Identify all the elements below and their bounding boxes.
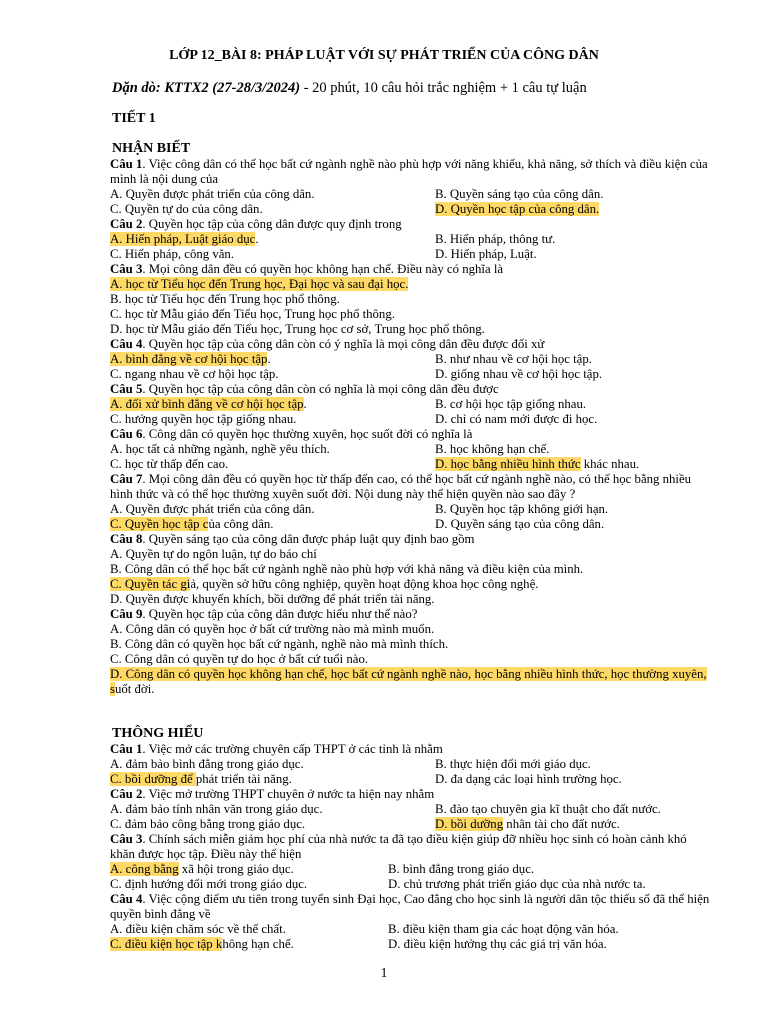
question-stem <box>110 262 710 277</box>
question-text: . Quyền học tập của công dân được hiểu như thế nào? <box>142 607 418 621</box>
option-text: A. Quyền tự do ngôn luận, tự do báo chí <box>110 547 317 561</box>
question-text: . Việc mở trường THPT chuyên ở nước ta hiện nay nhằm <box>142 787 435 801</box>
highlighted-answer: D. Quyền học tập của công dân. <box>435 202 600 216</box>
answer-option <box>435 397 586 412</box>
answer-option <box>435 457 639 472</box>
question-list <box>110 742 710 952</box>
answer-option <box>435 247 537 262</box>
assignment-detail: - 20 phút, 10 câu hỏi trắc nghiệm + 1 câu tự luận <box>300 80 587 96</box>
option-row <box>110 412 710 427</box>
option-text: B. Quyền học tập không giới hạn. <box>435 502 609 516</box>
question-text: . Quyền sáng tạo của công dân được pháp luật quy định bao gồm <box>142 532 475 546</box>
question-text: . Mọi công dân đều có quyền học từ thấp đến cao, có thể học bất cứ ngành nghề nào, có thể học bằng nhiều hình thức và có thể học thường xuyên suốt đời. Nội dung này thể hiện quyền nào sao đây ? <box>110 472 692 501</box>
option-text: D. Quyền được khuyến khích, bồi dưỡng để phát triển tài năng. <box>110 592 435 606</box>
answer-option <box>110 637 710 652</box>
highlighted-answer: C. điều kiện học tập k <box>110 937 223 951</box>
question-stem <box>110 832 710 862</box>
option-text: . <box>255 232 259 246</box>
answer-option <box>110 757 304 772</box>
option-text: D. đa dạng các loại hình trường học. <box>435 772 622 786</box>
question-number: Câu 3 <box>110 262 143 276</box>
answer-option <box>435 517 604 532</box>
highlighted-answer: A. học từ Tiểu học đến Trung học, Đại học và sau đại học. <box>110 277 409 291</box>
question-stem <box>110 157 710 187</box>
answer-option <box>110 502 315 517</box>
question-number: Câu 2 <box>110 787 143 801</box>
question-number: Câu 4 <box>110 337 143 351</box>
highlighted-answer: D. Công dân có quyền học không hạn chế, học bất cứ ngành nghề nào, học bằng nhiều hình thức, học thường xuyên, s <box>110 667 707 696</box>
option-text: B. Hiến pháp, thông tư. <box>435 232 556 246</box>
answer-option <box>110 232 259 247</box>
option-row <box>110 247 710 262</box>
option-text: C. Hiến pháp, công văn. <box>110 247 235 261</box>
highlighted-answer: C. Quyền học tập c <box>110 517 209 531</box>
question-stem <box>110 607 710 622</box>
answer-option <box>110 772 292 787</box>
answer-option <box>388 862 534 877</box>
answer-option <box>110 352 271 367</box>
assignment-line <box>112 80 587 97</box>
answer-option <box>110 622 710 637</box>
question-number: Câu 1 <box>110 157 143 171</box>
answer-option <box>110 877 307 892</box>
option-row <box>110 397 710 412</box>
option-text: B. đào tạo chuyên gia kĩ thuật cho đất nước. <box>435 802 661 816</box>
option-row <box>110 922 710 937</box>
answer-option <box>435 802 661 817</box>
answer-option <box>435 502 608 517</box>
option-text: D. chủ trương phát triển giáo dục của nhà nước ta. <box>388 877 646 891</box>
answer-option <box>110 652 710 667</box>
option-text: A. học tất cả những ngành, nghề yêu thích. <box>110 442 330 456</box>
option-text: B. bình đẳng trong giáo dục. <box>388 862 535 876</box>
option-text: D. điều kiện hưởng thụ các giá trị văn hóa. <box>388 937 607 951</box>
answer-option <box>110 592 710 607</box>
option-row <box>110 442 710 457</box>
question-stem <box>110 337 710 352</box>
answer-option <box>110 442 330 457</box>
highlighted-answer: D. học bằng nhiều hình thức <box>435 457 581 471</box>
option-text: D. giống nhau về cơ hội học tập. <box>435 367 603 381</box>
assignment-label: Dặn dò: KTTX2 (27-28/3/2024) <box>112 80 301 96</box>
option-text: A. đảm bảo bình đẳng trong giáo dục. <box>110 757 304 771</box>
answer-option <box>110 187 315 202</box>
option-row <box>110 937 710 952</box>
option-text: khác nhau. <box>580 457 640 471</box>
question-stem <box>110 892 710 922</box>
answer-option <box>110 817 305 832</box>
option-text: A. Quyền được phát triển của công dân. <box>110 502 315 516</box>
option-text: B. như nhau về cơ hội học tập. <box>435 352 592 366</box>
option-row <box>110 202 710 217</box>
option-text: B. học từ Tiểu học đến Trung học phổ thông. <box>110 292 340 306</box>
option-text: A. điều kiện chăm sóc về thể chất. <box>110 922 286 936</box>
question-number: Câu 6 <box>110 427 143 441</box>
option-text: xã hội trong giáo dục. <box>178 862 294 876</box>
answer-option <box>110 667 710 697</box>
option-text: D. chỉ có nam mới được đi học. <box>435 412 598 426</box>
section-heading: NHẬN BIẾT <box>112 141 191 156</box>
question-stem <box>110 787 710 802</box>
answer-option <box>110 202 263 217</box>
page-number: 1 <box>380 966 388 981</box>
option-text: phát triển tài năng. <box>195 772 292 786</box>
option-text: C. Công dân có quyền tự do học ở bất cứ tuổi nào. <box>110 652 369 666</box>
answer-option <box>110 562 710 577</box>
answer-option <box>435 412 597 427</box>
question-text: . Việc mở các trường chuyên cấp THPT ở các tỉnh là nhằm <box>142 742 443 756</box>
option-text: B. thực hiện đổi mới giáo dục. <box>435 757 591 771</box>
answer-option <box>388 922 619 937</box>
option-row <box>110 232 710 247</box>
option-text: A. Công dân có quyền học ở bất cứ trường nào mà mình muốn. <box>110 622 435 636</box>
answer-option <box>435 232 555 247</box>
answer-option <box>110 412 296 427</box>
question-number: Câu 3 <box>110 832 143 846</box>
option-row <box>110 367 710 382</box>
option-text: D. Hiến pháp, Luật. <box>435 247 537 261</box>
question-number: Câu 5 <box>110 382 143 396</box>
question-stem <box>110 532 710 547</box>
option-row <box>110 757 710 772</box>
answer-option <box>110 397 307 412</box>
highlighted-answer: D. bồi dưỡng <box>435 817 504 831</box>
answer-option <box>110 937 294 952</box>
answer-option <box>435 202 599 217</box>
question-text: . Mọi công dân đều có quyền học không hạn chế. Điều này có nghĩa là <box>142 262 504 276</box>
answer-option <box>110 292 710 307</box>
answer-option <box>110 862 294 877</box>
question-number: Câu 1 <box>110 742 143 756</box>
question-text: . Chính sách miễn giảm học phí của nhà nước ta đã tạo điều kiện giúp đỡ nhiều học sinh có hoàn cảnh khó khăn được học tập. Điều này thể hiện <box>110 832 687 861</box>
question-number: Câu 4 <box>110 892 143 906</box>
highlighted-answer: A. đối xử bình đẳng về cơ hội học tập <box>110 397 304 411</box>
answer-option <box>110 547 710 562</box>
answer-option <box>435 352 592 367</box>
question-stem <box>110 382 710 397</box>
question-number: Câu 9 <box>110 607 143 621</box>
option-text: A. Quyền được phát triển của công dân. <box>110 187 315 201</box>
option-row <box>110 877 710 892</box>
option-text: C. học từ Mẫu giáo đến Tiểu học, Trung học phổ thông. <box>110 307 395 321</box>
document-title: LỚP 12_BÀI 8: PHÁP LUẬT VỚI SỰ PHÁT TRIỂN CỦA CÔNG DÂN <box>169 48 599 63</box>
answer-option <box>110 457 228 472</box>
answer-option <box>435 772 622 787</box>
option-text: B. cơ hội học tập giống nhau. <box>435 397 587 411</box>
section-heading: THÔNG HIỂU <box>112 726 204 741</box>
answer-option <box>110 367 278 382</box>
answer-option <box>110 247 234 262</box>
highlighted-answer: C. Quyền tác gi <box>110 577 191 591</box>
answer-option <box>110 517 273 532</box>
lesson-heading: TIẾT 1 <box>112 111 156 126</box>
question-text: . Công dân có quyền học thường xuyên, học suốt đời có nghĩa là <box>142 427 473 441</box>
option-text: ủa công dân. <box>208 517 274 531</box>
option-row <box>110 352 710 367</box>
question-stem <box>110 472 710 502</box>
option-text: uốt đời. <box>114 682 155 696</box>
question-text: . Quyền học tập của công dân còn có ý nghĩa là mọi công dân đều được đối xử <box>142 337 545 351</box>
highlighted-answer: A. Hiến pháp, Luật giáo dục <box>110 232 256 246</box>
answer-option <box>110 802 323 817</box>
option-row <box>110 802 710 817</box>
highlighted-answer: A. bình đẳng về cơ hội học tập <box>110 352 268 366</box>
answer-option <box>435 757 591 772</box>
option-row <box>110 817 710 832</box>
option-text: ả, quyền sở hữu công nghiệp, quyền hoạt động khoa học công nghệ. <box>190 577 539 591</box>
option-text: B. điều kiện tham gia các hoạt động văn hóa. <box>388 922 619 936</box>
option-row <box>110 862 710 877</box>
option-text: C. hướng quyền học tập giống nhau. <box>110 412 297 426</box>
option-row <box>110 502 710 517</box>
question-number: Câu 8 <box>110 532 143 546</box>
answer-option <box>435 817 620 832</box>
option-row <box>110 457 710 472</box>
answer-option <box>435 367 602 382</box>
option-text: . <box>303 397 307 411</box>
option-text: C. ngang nhau về cơ hội học tập. <box>110 367 279 381</box>
option-text: B. học không hạn chế. <box>435 442 550 456</box>
answer-option <box>110 577 710 592</box>
answer-option <box>110 322 710 337</box>
option-text: A. đảm bảo tính nhân văn trong giáo dục. <box>110 802 323 816</box>
question-text: . Quyền học tập của công dân được quy định trong <box>142 217 402 231</box>
question-number: Câu 2 <box>110 217 143 231</box>
option-text: D. Quyền sáng tạo của công dân. <box>435 517 605 531</box>
question-text: . Việc công dân có thể học bất cứ ngành nghề nào phù hợp với năng khiếu, khả năng, sở thích và điều kiện của mình là nội dung của <box>110 157 708 186</box>
option-text: . <box>267 352 271 366</box>
highlighted-answer: C. bồi dưỡng để <box>110 772 196 786</box>
option-text: C. Quyền tự do của công dân. <box>110 202 263 216</box>
answer-option <box>435 187 603 202</box>
question-text: . Quyền học tập của công dân còn có nghĩa là mọi công dân đều được <box>142 382 499 396</box>
question-list <box>110 157 710 697</box>
answer-option <box>435 442 549 457</box>
option-text: nhân tài cho đất nước. <box>503 817 620 831</box>
answer-option <box>110 922 286 937</box>
option-row <box>110 517 710 532</box>
option-text: hông hạn chế. <box>222 937 294 951</box>
option-text: C. đảm bảo công bằng trong giáo dục. <box>110 817 306 831</box>
answer-option <box>388 937 607 952</box>
question-stem <box>110 217 710 232</box>
answer-option <box>388 877 646 892</box>
option-text: B. Quyền sáng tạo của công dân. <box>435 187 604 201</box>
option-text: B. Công dân có quyền học bất cứ ngành, nghề nào mà mình thích. <box>110 637 449 651</box>
option-row <box>110 187 710 202</box>
option-text: B. Công dân có thể học bất cứ ngành nghề nào phù hợp với khả năng và điều kiện của mình. <box>110 562 584 576</box>
highlighted-answer: A. công bằng <box>110 862 179 876</box>
question-text: . Việc cộng điểm ưu tiên trong tuyển sinh Đại học, Cao đẳng cho học sinh là người dân tộc thiểu số đã thể hiện quyền bình đẳng về <box>110 892 710 921</box>
option-text: C. định hướng đổi mới trong giáo dục. <box>110 877 308 891</box>
option-row <box>110 772 710 787</box>
answer-option <box>110 307 710 322</box>
option-text: C. học từ thấp đến cao. <box>110 457 229 471</box>
question-number: Câu 7 <box>110 472 143 486</box>
option-text: D. học từ Mẫu giáo đến Tiểu học, Trung học cơ sở, Trung học phổ thông. <box>110 322 485 336</box>
answer-option <box>110 277 710 292</box>
question-stem <box>110 742 710 757</box>
question-stem <box>110 427 710 442</box>
